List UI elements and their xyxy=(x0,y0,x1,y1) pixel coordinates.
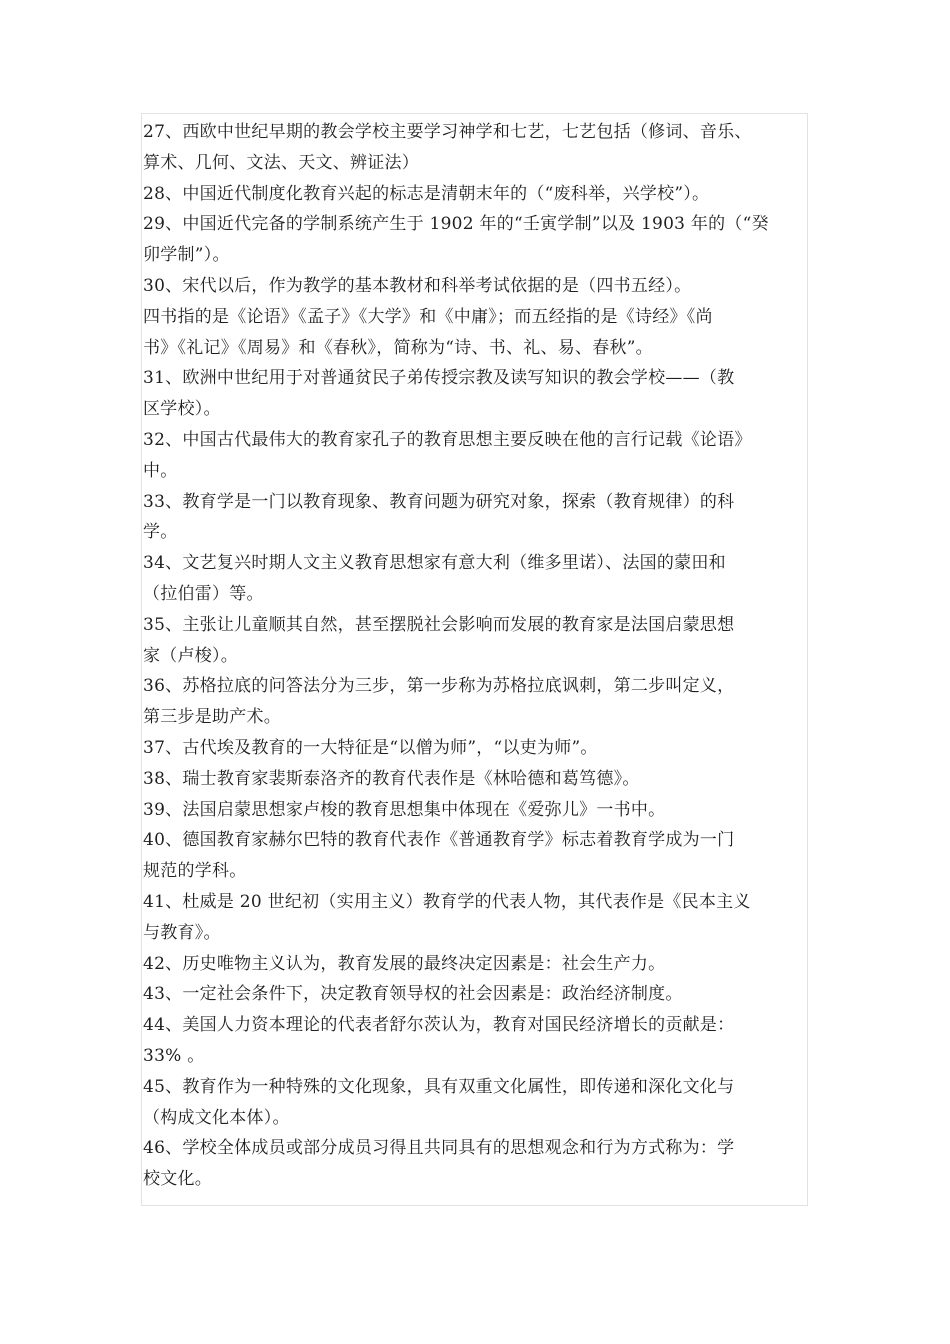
text-line: 31、欧洲中世纪用于对普通贫民子弟传授宗教及读写知识的教会学校——（教 xyxy=(143,368,735,389)
text-line: 34、文艺复兴时期人文主义教育思想家有意大利（维多里诺）、法国的蒙田和 xyxy=(143,553,726,574)
text-line: 41、杜威是 20 世纪初（实用主义）教育学的代表人物，其代表作是《民本主义 xyxy=(143,891,751,912)
text-line: 卯学制”）。 xyxy=(143,245,230,266)
text-line: 29、中国近代完备的学制系统产生于 1902 年的“壬寅学制”以及 1903 年的（“癸 xyxy=(143,214,769,235)
text-line: 38、瑞士教育家裴斯泰洛齐的教育代表作是《林哈德和葛笃德》。 xyxy=(143,768,640,789)
text-line: 校文化。 xyxy=(143,1169,212,1190)
text-line: 区学校）。 xyxy=(143,399,221,420)
text-line: 第三步是助产术。 xyxy=(143,707,281,728)
text-line: 42、历史唯物主义认为，教育发展的最终决定因素是：社会生产力。 xyxy=(143,953,666,974)
text-line: 44、美国人力资本理论的代表者舒尔茨认为，教育对国民经济增长的贡献是： xyxy=(143,1015,735,1036)
text-line: 45、教育作为一种特殊的文化现象，具有双重文化属性，即传递和深化文化与 xyxy=(143,1076,735,1097)
text-line: 算术、几何、文法、天文、辨证法） xyxy=(143,152,419,173)
text-line: （拉伯雷）等。 xyxy=(143,583,264,604)
document-body xyxy=(143,117,811,1195)
text-line: 43、一定社会条件下，决定教育领导权的社会因素是：政治经济制度。 xyxy=(143,984,683,1005)
text-line: 规范的学科。 xyxy=(143,861,247,882)
text-line: 40、德国教育家赫尔巴特的教育代表作《普通教育学》标志着教育学成为一门 xyxy=(143,830,735,851)
text-line: 46、学校全体成员或部分成员习得且共同具有的思想观念和行为方式称为：学 xyxy=(143,1138,735,1159)
text-line: 与教育》。 xyxy=(143,922,221,943)
text-line: 30、宋代以后，作为教学的基本教材和科举考试依据的是（四书五经）。 xyxy=(143,275,692,296)
text-line: 37、古代埃及教育的一大特征是“以僧为师”，“以吏为师”。 xyxy=(143,737,598,758)
text-line: 四书指的是《论语》《孟子》《大学》和《中庸》；而五经指的是《诗经》《尚 xyxy=(143,306,713,327)
text-line: 33、教育学是一门以教育现象、教育问题为研究对象，探索（教育规律）的科 xyxy=(143,491,735,512)
text-line: 27、西欧中世纪早期的教会学校主要学习神学和七艺，七艺包括（修词、音乐、 xyxy=(143,122,752,142)
text-line: （构成文化本体）。 xyxy=(143,1107,290,1128)
text-line: 家（卢梭）。 xyxy=(143,645,238,666)
text-line: 35、主张让儿童顺其自然，甚至摆脱社会影响而发展的教育家是法国启蒙思想 xyxy=(143,614,735,635)
text-line: 39、法国启蒙思想家卢梭的教育思想集中体现在《爱弥儿》一书中。 xyxy=(143,799,666,820)
text-line: 28、中国近代制度化教育兴起的标志是清朝末年的（“废科举，兴学校”）。 xyxy=(143,183,710,204)
text-line: 36、苏格拉底的问答法分为三步，第一步称为苏格拉底讽刺，第二步叫定义， xyxy=(143,676,735,697)
text-line: 学。 xyxy=(143,522,178,543)
text-line: 33% 。 xyxy=(143,1045,205,1066)
text-line: 32、中国古代最伟大的教育家孔子的教育思想主要反映在他的言行记载《论语》 xyxy=(143,429,752,450)
text-line: 中。 xyxy=(143,460,178,481)
text-line: 书》《礼记》《周易》和《春秋》，简称为“诗、书、礼、易、春秋”。 xyxy=(143,337,653,358)
